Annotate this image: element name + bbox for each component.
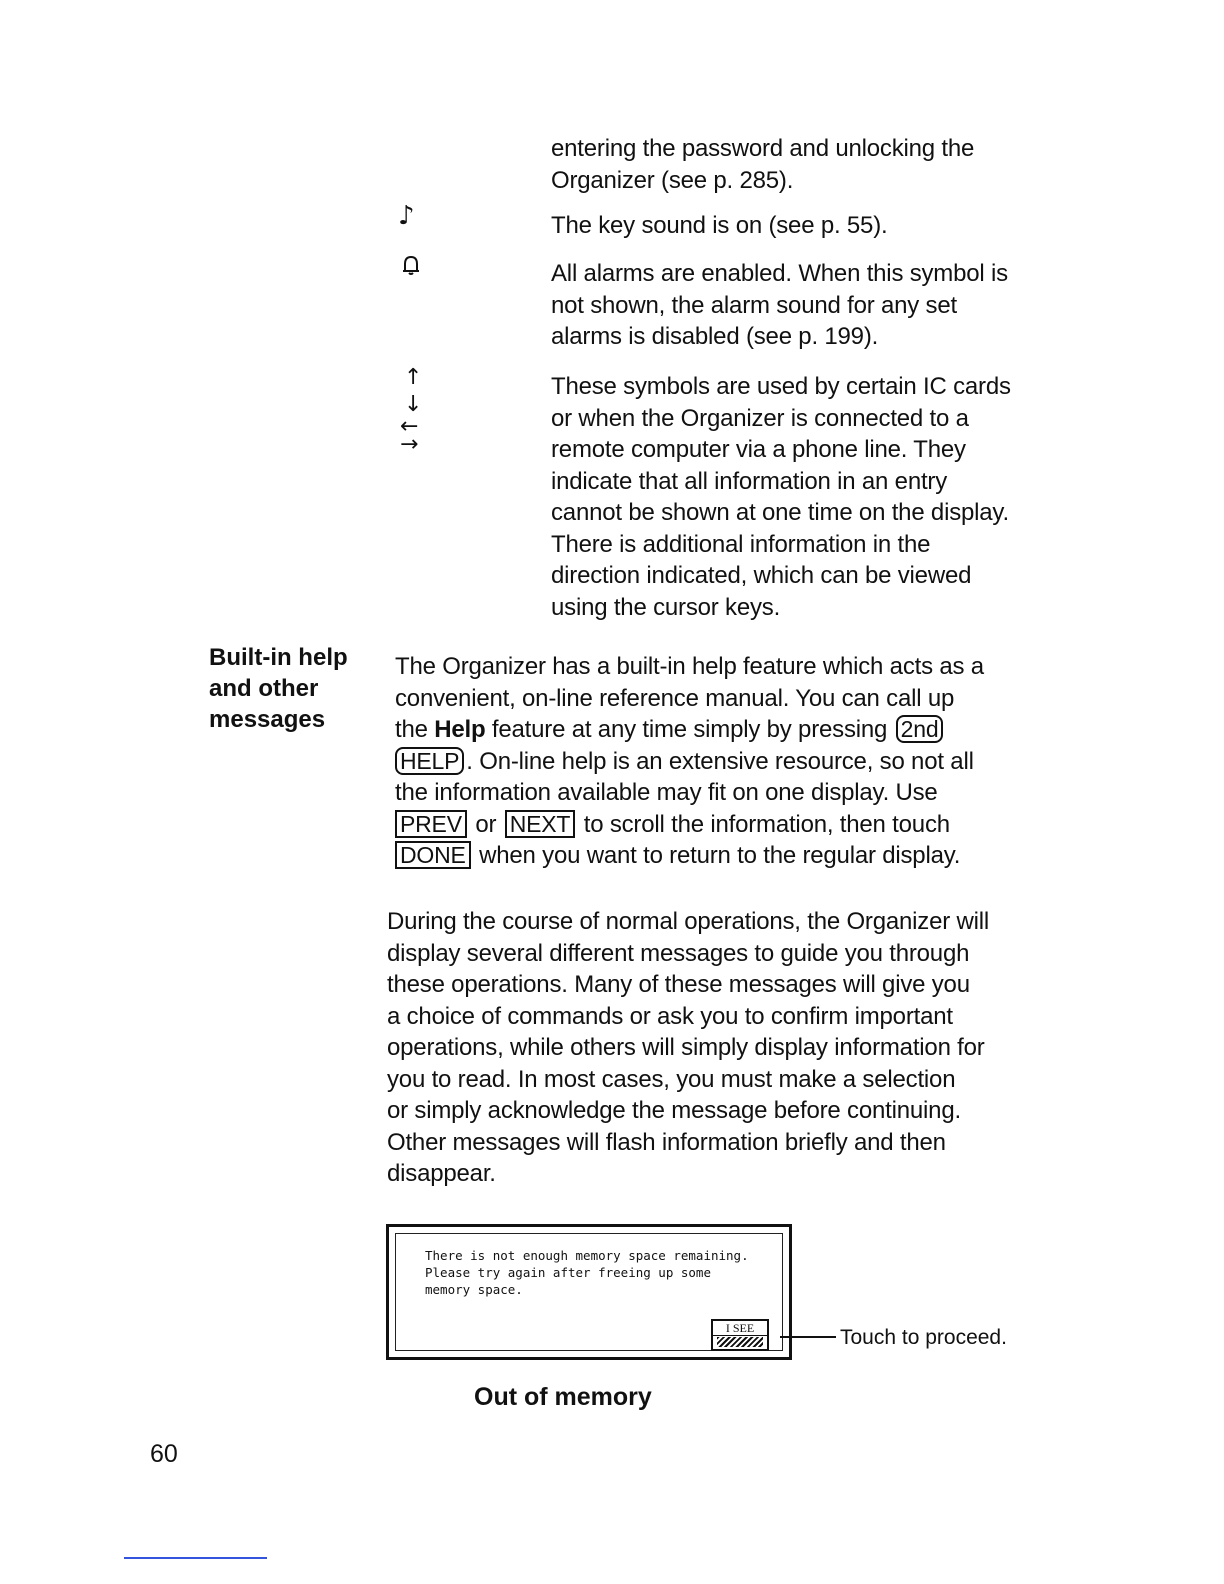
prev-key: PREV (395, 810, 467, 838)
text-line: cannot be shown at one time on the display. (551, 499, 1009, 526)
left-arrow-icon: ← (400, 414, 419, 439)
text-line: The Organizer has a built-in help feature which acts as a (395, 653, 984, 680)
text-line: operations, while others will simply display information for (387, 1034, 985, 1061)
screen-line: There is not enough memory space remaining. (425, 1248, 749, 1263)
text-line: not shown, the alarm sound for any set (551, 291, 957, 319)
callout-text: Touch to proceed. (840, 1326, 1007, 1349)
text-line: During the course of normal operations, the Organizer will (387, 908, 990, 935)
text-line: these operations. Many of these messages will give you (387, 971, 970, 998)
text-fragment: to scroll the information, then touch (583, 810, 950, 838)
text-line: disappear. (387, 1160, 496, 1187)
text-line: or simply acknowledge the message before continuing. (387, 1097, 961, 1124)
heading-line: and other (209, 675, 319, 702)
text-line: using the cursor keys. (551, 593, 781, 621)
figure-caption: Out of memory (474, 1383, 652, 1411)
text-line: Other messages will flash information briefly and then (387, 1128, 946, 1156)
text-line: direction indicated, which can be viewed (551, 562, 972, 589)
section-heading (209, 642, 348, 735)
text-line: or when the Organizer is connected to a (551, 404, 969, 432)
text-line: display several different messages to guide you through (387, 939, 970, 967)
text-fragment: feature at any time simply by pressing (491, 716, 888, 743)
done-key: DONE (395, 841, 471, 869)
text-line: There is additional information in the (551, 530, 931, 558)
down-arrow-icon: ↓ (404, 392, 423, 417)
text-line: you to read. In most cases, you must make a selection (387, 1065, 956, 1093)
heading-line: messages (209, 706, 326, 733)
text-fragment: the (395, 716, 428, 743)
text-line: alarms is disabled (see p. 199). (551, 323, 879, 350)
bell-icon (400, 254, 422, 282)
right-arrow-icon: → (400, 432, 419, 457)
text-line (395, 746, 984, 778)
screen-message (425, 1247, 749, 1298)
next-key: NEXT (505, 810, 576, 838)
organizer-screen-figure (386, 1224, 792, 1360)
key-sound-description (551, 210, 887, 242)
screen-line: memory space. (425, 1282, 523, 1297)
alarm-description (551, 258, 1008, 353)
2nd-key: 2nd (896, 715, 944, 743)
screen-line: Please try again after freeing up some (425, 1265, 711, 1280)
text-line: The key sound is on (see p. 55). (551, 212, 888, 239)
i-see-button[interactable] (711, 1319, 769, 1351)
help-paragraph (395, 651, 984, 872)
i-see-label: I SEE (713, 1321, 767, 1336)
enter-key-icon (717, 1337, 763, 1347)
text-line: the information available may fit on one display. Use (395, 779, 938, 806)
page-number: 60 (150, 1440, 178, 1468)
messages-paragraph (387, 906, 989, 1190)
text-line: a choice of commands or ask you to confirm important (387, 1002, 953, 1030)
text-line: All alarms are enabled. When this symbol is (551, 260, 1008, 287)
bell-icon-svg (400, 254, 422, 276)
text-line (395, 840, 984, 872)
text-line: These symbols are used by certain IC cards (551, 373, 1011, 400)
text-line: remote computer via a phone line. They (551, 436, 966, 463)
text-fragment: or (475, 810, 497, 838)
help-bold-term: Help (434, 716, 486, 743)
music-note-icon: ♪ (398, 201, 415, 231)
text-line: convenient, on-line reference manual. You can call up (395, 684, 955, 712)
arrows-description (551, 371, 1011, 623)
up-arrow-icon: ↑ (404, 365, 423, 390)
callout-leader-line (780, 1336, 836, 1338)
heading-line: Built-in help (209, 644, 348, 671)
text-line: indicate that all information in an entry (551, 467, 948, 495)
text-line: Organizer (see p. 285). (551, 166, 794, 194)
text-fragment: . On-line help is an extensive resource, so not all (466, 747, 974, 775)
text-line (395, 714, 984, 746)
text-fragment: when you want to return to the regular display. (479, 842, 961, 869)
continued-paragraph (551, 133, 974, 196)
help-key: HELP (395, 747, 464, 775)
text-line (395, 809, 984, 841)
text-line: entering the password and unlocking the (551, 135, 975, 162)
footer-rule (124, 1557, 267, 1559)
